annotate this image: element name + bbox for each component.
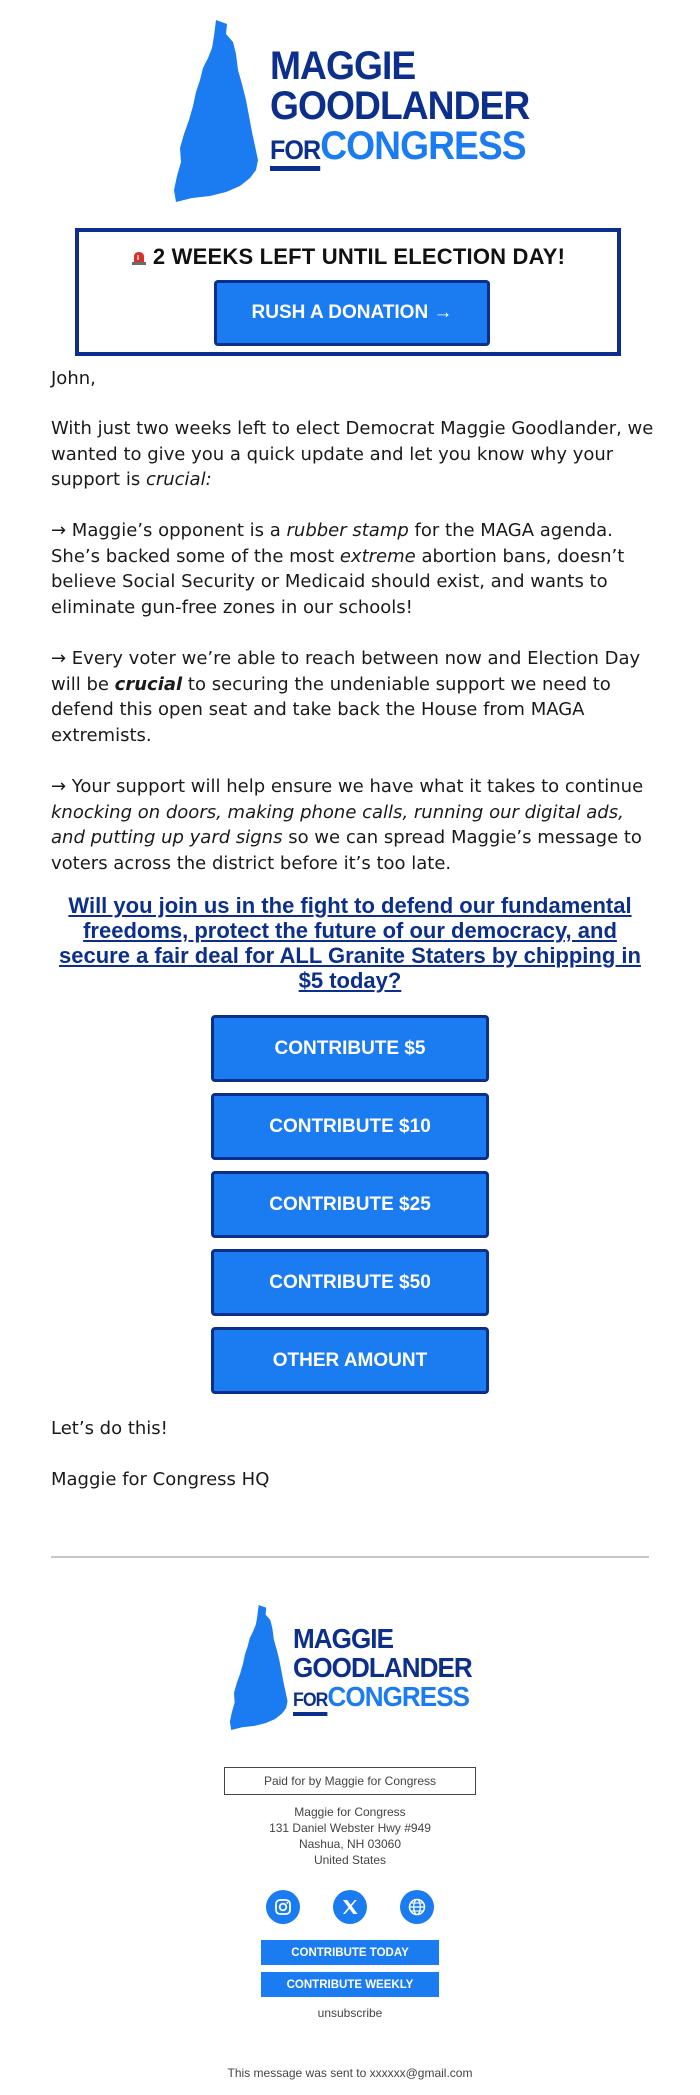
p2-text-a: → Maggie’s opponent is a: [51, 520, 287, 541]
appeal-link[interactable]: Will you join us in the fight to defend our fundamental freedoms, protect the future of our democracy, and secure a fair deal for ALL Granite Staters by chipping in $5 today?: [59, 893, 641, 993]
other-amount-button[interactable]: OTHER AMOUNT: [211, 1327, 489, 1394]
paragraph-4: [51, 774, 655, 876]
footer-logo[interactable]: [0, 1605, 700, 1735]
wordmark: [270, 46, 549, 166]
new-hampshire-icon: [227, 1605, 289, 1730]
website-link[interactable]: [400, 1890, 434, 1924]
contribute-today-button[interactable]: CONTRIBUTE TODAY: [261, 1940, 439, 1965]
contribute-weekly-button[interactable]: CONTRIBUTE WEEKLY: [261, 1972, 439, 1997]
unsubscribe-link[interactable]: unsubscribe: [317, 2006, 383, 2020]
greeting: [51, 366, 655, 392]
x-icon: [341, 1898, 359, 1916]
address-line: Maggie for Congress: [294, 1805, 406, 1819]
mailing-address: [0, 1804, 700, 1868]
paid-for-disclaimer: Paid for by Maggie for Congress: [224, 1767, 476, 1795]
footer-wordmark-line-1: MAGGIE: [293, 1623, 394, 1654]
address-line: Nashua, NH 03060: [298, 1837, 402, 1851]
rush-donation-button[interactable]: RUSH A DONATION →: [214, 280, 490, 346]
globe-icon: [407, 1897, 427, 1917]
paragraph-3: [51, 646, 655, 748]
p1-emphasis: crucial:: [145, 469, 212, 490]
urgency-title-text: 2 WEEKS LEFT UNTIL ELECTION DAY!: [152, 244, 566, 269]
p3-text-b: to securing the undeniable support we need to defend this open seat and take back the House from MAGA extremists.: [51, 673, 611, 746]
contribute-50-button[interactable]: CONTRIBUTE $50: [211, 1249, 489, 1316]
greeting-text: John,: [51, 368, 96, 389]
p2-emphasis-2: extreme: [339, 545, 416, 567]
p2-emphasis-1: rubber stamp: [286, 520, 409, 541]
wordmark-line-2: GOODLANDER: [270, 84, 530, 128]
footer-wordmark-line-3: [293, 1683, 472, 1712]
footer-divider: [51, 1556, 649, 1558]
p4-text-a: → Your support will help ensure we have what it takes to continue: [51, 776, 644, 797]
siren-icon: [131, 251, 147, 265]
appeal-headline: [55, 893, 645, 993]
wordmark-line-1: MAGGIE: [270, 44, 416, 88]
address-line: United States: [313, 1853, 387, 1867]
footer-wordmark-for: FOR: [293, 1690, 328, 1716]
contribute-10-button[interactable]: CONTRIBUTE $10: [211, 1093, 489, 1160]
p4-text-b: so we can spread Maggie’s message to voters across the district before it’s too late.: [51, 827, 642, 874]
urgency-box: [75, 228, 621, 356]
signoff-text: Let’s do this!: [51, 1418, 168, 1439]
instagram-link[interactable]: [266, 1890, 300, 1924]
contribute-5-button[interactable]: CONTRIBUTE $5: [211, 1015, 489, 1082]
p3-strong: crucial: [114, 673, 183, 695]
p1-text: With just two weeks left to elect Democrat Maggie Goodlander, we wanted to give you a quick update and let you know why your support is: [51, 418, 654, 490]
header-logo[interactable]: [0, 0, 700, 210]
x-link[interactable]: [333, 1890, 367, 1924]
sent-to-notice: This message was sent to xxxxxx@gmail.com: [227, 2066, 473, 2080]
p3-text-a: → Every voter we’re able to reach between now and Election Day will be: [51, 648, 641, 695]
p2-text-c: abortion bans, doesn’t believe Social Security or Medicaid should exist, and wants to eliminate gun-free zones in our schools!: [51, 545, 625, 618]
footer-wordmark-congress: CONGRESS: [327, 1681, 470, 1712]
p2-text-b: for the MAGA agenda. She’s backed some of the most: [51, 520, 613, 567]
signature: [51, 1467, 655, 1493]
urgency-title: [79, 244, 617, 270]
footer-wordmark: [293, 1625, 485, 1712]
signoff: [51, 1416, 655, 1442]
wordmark-congress: CONGRESS: [320, 124, 526, 168]
new-hampshire-icon: [170, 20, 260, 202]
address-line: 131 Daniel Webster Hwy #949: [269, 1821, 431, 1835]
footer-wordmark-line-2: GOODLANDER: [293, 1652, 472, 1683]
paragraph-1: [51, 416, 655, 493]
signature-text: Maggie for Congress HQ: [51, 1469, 270, 1490]
p4-emphasis: knocking on doors, making phone calls, running our digital ads, and putting up yard signs: [51, 801, 624, 848]
wordmark-for: FOR: [270, 135, 320, 171]
contribute-25-button[interactable]: CONTRIBUTE $25: [211, 1171, 489, 1238]
instagram-icon: [273, 1897, 293, 1917]
wordmark-line-3: [270, 126, 529, 166]
paragraph-2: [51, 518, 655, 620]
